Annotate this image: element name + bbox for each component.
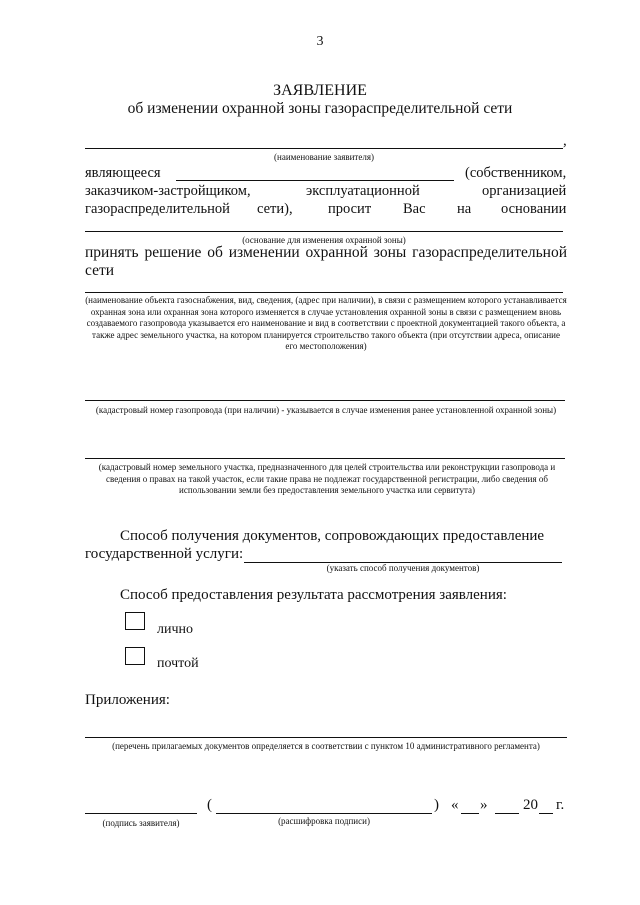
row3-word-4: Вас (403, 201, 426, 217)
signature-line[interactable] (85, 813, 197, 814)
basis-line[interactable] (85, 231, 563, 232)
row3-word-2: сети), (257, 201, 293, 217)
day-quote-close: » (480, 797, 488, 813)
row2-word-1: заказчиком-застройщиком, (85, 183, 251, 199)
personal-checkbox[interactable] (125, 612, 145, 630)
object-line[interactable] (85, 292, 563, 293)
decode-line[interactable] (216, 813, 432, 814)
row2-word-2: эксплуатационной (306, 183, 420, 199)
row3-word-6: основании (501, 201, 567, 217)
owner-word: (собственником, (465, 165, 567, 181)
result-method-title: Способ предоставления результата рассмотрения заявления: (120, 587, 507, 603)
row2-word-3: организацией (482, 183, 567, 199)
page-number: 3 (316, 34, 324, 49)
personal-label: лично (157, 622, 194, 637)
applicant-name-line[interactable] (85, 148, 563, 149)
docs-method-line1: Способ получения документов, сопровождающих предоставление (120, 528, 545, 544)
document-subtitle: об изменении охранной зоны газораспределительной сети (127, 100, 513, 117)
mail-label: почтой (157, 656, 199, 671)
being-word: являющееся (85, 165, 161, 181)
status-line[interactable] (176, 180, 454, 181)
decode-open-paren: ( (207, 797, 212, 813)
mail-checkbox[interactable] (125, 647, 145, 665)
year-suffix: г. (556, 797, 565, 813)
cadastral-pipe-caption: (кадастровый номер газопровода (при наличии) - указывается в случае изменения ранее установленной охранной зоны) (95, 405, 557, 415)
row3-word-3: просит (328, 201, 372, 217)
attachments-line[interactable] (85, 737, 567, 738)
applicant-comma: , (563, 133, 567, 149)
basis-caption: (основание для изменения охранной зоны) (242, 235, 406, 245)
attachments-title: Приложения: (85, 692, 170, 708)
decode-caption: (расшифровка подписи) (278, 816, 370, 826)
row3-word-1: газораспределительной (85, 201, 230, 217)
year-line[interactable] (539, 813, 553, 814)
day-line[interactable] (461, 813, 479, 814)
applicant-caption: (наименование заявителя) (274, 152, 374, 162)
row3-word-5: на (457, 201, 472, 217)
month-line[interactable] (495, 813, 519, 814)
document-title: ЗАЯВЛЕНИЕ (273, 82, 367, 99)
attachments-caption: (перечень прилагаемых документов определяется в соответствии с пунктом 10 административного регламента) (112, 741, 540, 751)
cadastral-pipe-line[interactable] (85, 400, 565, 401)
year-prefix: 20 (523, 797, 538, 813)
decision-text: принять решение об изменении охранной зоны газораспределительной сети (85, 244, 567, 279)
day-quote-open: « (451, 797, 459, 813)
docs-method-line2: государственной услуги: (85, 546, 244, 562)
cadastral-land-line[interactable] (85, 458, 565, 459)
object-caption: (наименование объекта газоснабжения, вид, сведения, (адрес при наличии), в связи с размещением которого устанавливается охранная зона или охранная зона которого изменяется в случае установления охранной зоны в связи с размещением вновь создаваемого газопровода указывается его наименование и вид в соответствии с проектной документацией такого объекта, а также адрес земельного участка, на котором планируется строительство такого объекта (при отсутствии адреса, описание его местоположения) (85, 295, 567, 351)
decode-close-paren: ) (434, 797, 439, 813)
signature-caption: (подпись заявителя) (102, 818, 180, 828)
docs-method-caption: (указать способ получения документов) (326, 563, 480, 573)
cadastral-land-caption: (кадастровый номер земельного участка, предназначенного для целей строительства или реконструкции газопровода и сведения о правах на такой участок, если такие права не подлежат государственной регистрации, либо сведения об использовании земли без предоставления земельного участка или сервитута) (98, 462, 556, 495)
